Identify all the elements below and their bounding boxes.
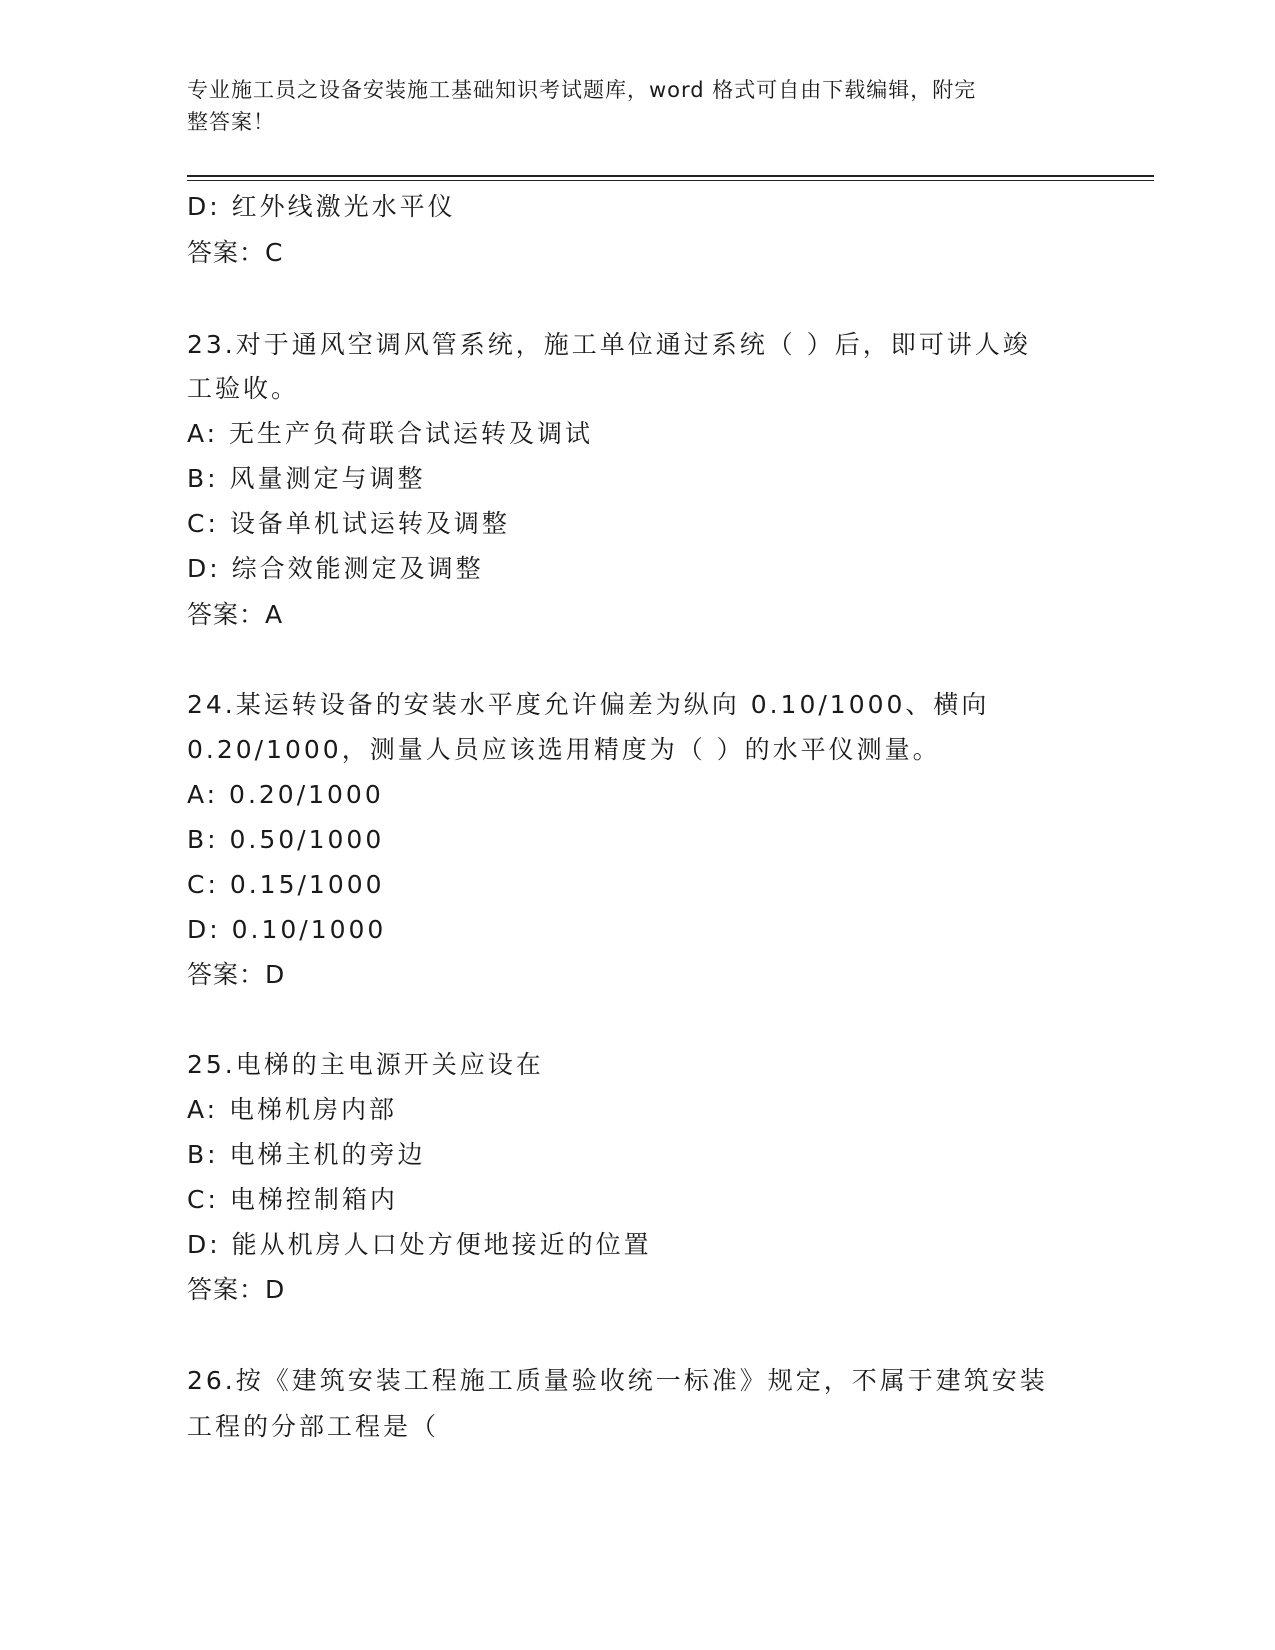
- q25-option-d: D: 能从机房人口处方便地接近的位置: [187, 1230, 652, 1259]
- q25-stem-line-1: 25.电梯的主电源开关应设在: [187, 1050, 544, 1079]
- q23-option-b: B: 风量测定与调整: [187, 464, 426, 493]
- q23-option-d: D: 综合效能测定及调整: [187, 554, 484, 583]
- header-rule-thick: [187, 175, 1154, 177]
- header-rule-thin: [187, 180, 1154, 181]
- prev-option-d: D: 红外线激光水平仪: [187, 192, 456, 221]
- q25-option-a: A: 电梯机房内部: [187, 1095, 398, 1124]
- q23-stem-line-1: 23.对于通风空调风管系统，施工单位通过系统（ ）后，即可讲人竣: [187, 330, 1031, 359]
- q24-option-b: B: 0.50/1000: [187, 825, 385, 854]
- q23-stem-line-2: 工验收。: [187, 374, 300, 403]
- q23-answer: 答案：A: [187, 600, 284, 629]
- q25-option-c: C: 电梯控制箱内: [187, 1185, 398, 1214]
- header-line-1: 专业施工员之设备安装施工基础知识考试题库，word 格式可自由下载编辑，附完: [187, 78, 977, 102]
- document-header: [187, 74, 1067, 138]
- q24-option-c: C: 0.15/1000: [187, 870, 385, 899]
- prev-answer: 答案：C: [187, 238, 284, 267]
- q23-option-c: C: 设备单机试运转及调整: [187, 509, 510, 538]
- q26-stem-line-1: 26.按《建筑安装工程施工质量验收统一标准》规定，不属于建筑安装: [187, 1366, 1048, 1395]
- header-line-2: 整答案！: [187, 110, 275, 134]
- q24-stem-line-2: 0.20/1000，测量人员应该选用精度为（ ）的水平仪测量。: [187, 735, 941, 764]
- q24-option-a: A: 0.20/1000: [187, 780, 384, 809]
- q24-option-d: D: 0.10/1000: [187, 915, 387, 944]
- q25-option-b: B: 电梯主机的旁边: [187, 1140, 426, 1169]
- q24-stem-line-1: 24.某运转设备的安装水平度允许偏差为纵向 0.10/1000、横向: [187, 690, 990, 719]
- q24-answer: 答案：D: [187, 960, 286, 989]
- q25-answer: 答案：D: [187, 1275, 286, 1304]
- q26-stem-line-2: 工程的分部工程是（: [187, 1412, 440, 1441]
- q23-option-a: A: 无生产负荷联合试运转及调试: [187, 419, 594, 448]
